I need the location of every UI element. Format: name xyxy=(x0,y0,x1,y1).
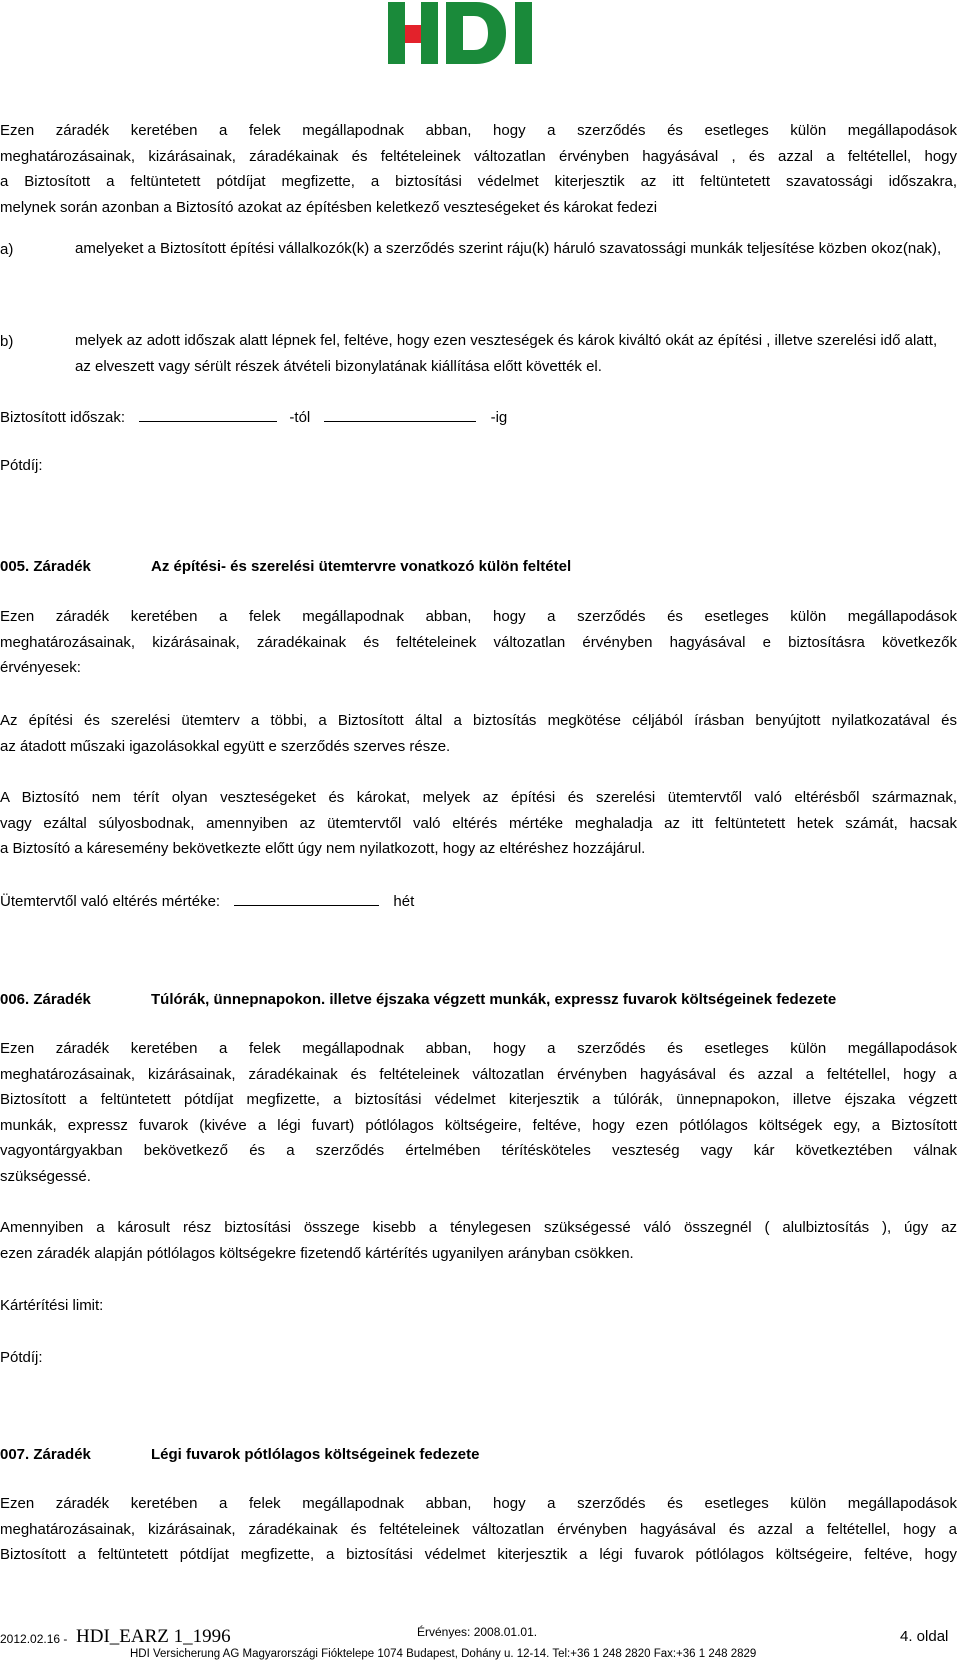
clause-005-title: Az építési- és szerelési ütemtervre vonatkozó külön feltétel xyxy=(151,558,572,575)
hdi-logo xyxy=(388,2,564,68)
period-row xyxy=(0,405,507,426)
text-line: a Biztosító a káresemény bekövetkezte előtt úgy nem nyilatkozott, hogy az eltéréshez hozzájárul. xyxy=(0,840,646,857)
deviation-row xyxy=(0,889,414,910)
text-line: az átadott műszaki igazolásokkal együtt e szerződés szerves része. xyxy=(0,737,451,755)
text-line: Ezen záradék keretében a felek megállapodnak abban, hogy a szerződés és esetleges külön megállapodások xyxy=(0,608,957,625)
limit-label: Kártérítési limit: xyxy=(0,1297,104,1314)
item-label-b: b) xyxy=(0,333,14,350)
footer-date: 2012.02.16 - xyxy=(0,1632,68,1646)
deviation-label: Ütemtervtől való eltérés mértéke: xyxy=(0,893,221,910)
clause-007-number: 007. Záradék xyxy=(0,1446,91,1463)
text-line: meghatározásainak, kizárásainak, záradékainak és feltételeinek változatlan érvényben hagyásával és azzal a feltétellel, hogy a xyxy=(0,1065,957,1083)
text-line: melynek során azonban a Biztosító azokat az építésben keletkező veszteségeket és károkat fedezi xyxy=(0,198,658,216)
clause-005-para3 xyxy=(0,785,957,862)
text-line: Ezen záradék keretében a felek megállapodnak abban, hogy a szerződés és esetleges külön megállapodások xyxy=(0,1040,957,1057)
clause-006-para2 xyxy=(0,1215,957,1266)
clause-006-number: 006. Záradék xyxy=(0,991,91,1008)
item-label-a: a) xyxy=(0,241,14,258)
deviation-unit: hét xyxy=(393,893,415,910)
clause-007-para1 xyxy=(0,1491,957,1568)
period-from-field[interactable] xyxy=(139,405,277,422)
text-line: meghatározásainak, kizárásainak, záradékainak és feltételeinek változatlan érvényben hagyásával , és azzal a feltétellel, hogy xyxy=(0,147,957,165)
text-line: ezen záradék alapján pótlólagos költségekre fizetendő kártérítés ugyanilyen arányban csökken. xyxy=(0,1244,634,1262)
text-line: vagyontárgyakban bekövetkező és a szerződés értelmében térítésköteles veszteség vagy kár következtében válnak xyxy=(0,1142,957,1159)
text-line: A Biztosító nem térít olyan veszteségeket és károkat, melyek az építési és szerelési ütemtervtől való eltérésből származnak, xyxy=(0,789,957,806)
text-line: Biztosított a feltüntetett pótdíjat megfizette, a biztosítási védelmet kiterjesztik a túlórák, ünnepnapokon, illetve éjszaka végzett xyxy=(0,1091,957,1108)
item-text-a: amelyeket a Biztosított építési vállalkozók(k) a szerződés szerint ráju(k) háruló szavatossági munkák teljesítése közben okoz(nak), xyxy=(75,240,942,257)
footer-doc-code: HDI_EARZ 1_1996 xyxy=(76,1626,231,1647)
text-line: a Biztosított a feltüntetett pótdíjat megfizette, a biztosítási védelmet kiterjesztik az itt feltüntetett szavatossági időszakra, xyxy=(0,173,957,190)
text-line: Ezen záradék keretében a felek megállapodnak abban, hogy a szerződés és esetleges külön megállapodások xyxy=(0,122,957,139)
footer-company-info: HDI Versicherung AG Magyarországi Fióktelepe 1074 Budapest, Dohány u. 12-14. Tel:+36 1 248 2820 Fax:+36 1 248 2829 xyxy=(130,1648,757,1660)
clause-007-title: Légi fuvarok pótlólagos költségeinek fedezete xyxy=(151,1446,480,1463)
text-line: munkák, expressz fuvarok (kivéve a légi fuvart) pótlólagos költségeire, feltéve, hogy ezen pótlólagos költségek egy, a Biztosított xyxy=(0,1116,957,1134)
clause-006-para1 xyxy=(0,1036,957,1189)
text-line: szükségessé. xyxy=(0,1167,91,1185)
text-line: vagy ezáltal súlyosbodnak, amennyiben az ütemtervtől való eltérés mértéke meghaladja az itt feltüntetett hetek számát, hacsak xyxy=(0,814,957,832)
clause-006-title: Túlórák, ünnepnapokon. illetve éjszaka végzett munkák, expressz fuvarok költségeinek fedezete xyxy=(151,991,837,1008)
footer-valid-date: Érvényes: 2008.01.01. xyxy=(417,1625,538,1639)
period-to-suffix: -ig xyxy=(490,409,508,426)
item-text-b: melyek az adott időszak alatt lépnek fel, feltéve, hogy ezen veszteségek és károk kiváltó okát az építési , illetve szerelési idő alatt, az elveszett vagy sérült részek átvételi bizonylatának kiállítása előtt követték el. xyxy=(75,332,938,375)
text-line: meghatározásainak, kizárásainak, záradékainak és feltételeinek változatlan érvényben hagyásával e biztosításra következők xyxy=(0,633,957,651)
footer-page-number: 4. oldal xyxy=(900,1628,949,1645)
clause-005-para1 xyxy=(0,604,957,681)
period-to-field[interactable] xyxy=(324,405,476,422)
text-line: meghatározásainak, kizárásainak, záradékainak és feltételeinek változatlan érvényben hagyásával és azzal a feltétellel, hogy a xyxy=(0,1520,957,1538)
premium-label: Pótdíj: xyxy=(0,457,43,474)
text-line: Az építési és szerelési ütemterv a többi, a Biztosított által a biztosítás megkötése céljából írásban benyújtott nyilatkozatával és xyxy=(0,712,957,729)
text-line: Amennyiben a károsult rész biztosítási összege kisebb a ténylegesen szükségessé váló összegnél ( alulbiztosítás ), úgy az xyxy=(0,1219,957,1236)
deviation-field[interactable] xyxy=(234,889,379,906)
text-line: Biztosított a feltüntetett pótdíjat megfizette, a biztosítási védelmet kiterjesztik a légi fuvarok pótlólagos költségeire, feltéve, hogy xyxy=(0,1546,957,1563)
period-label: Biztosított időszak: xyxy=(0,409,126,426)
clause-005-number: 005. Záradék xyxy=(0,558,91,575)
clause-005-para2 xyxy=(0,708,957,759)
text-line: érvényesek: xyxy=(0,659,81,676)
premium-label-006: Pótdíj: xyxy=(0,1349,43,1366)
text-line: Ezen záradék keretében a felek megállapodnak abban, hogy a szerződés és esetleges külön megállapodások xyxy=(0,1495,957,1512)
intro-paragraph xyxy=(0,118,957,220)
period-from-suffix: -tól xyxy=(289,409,311,426)
